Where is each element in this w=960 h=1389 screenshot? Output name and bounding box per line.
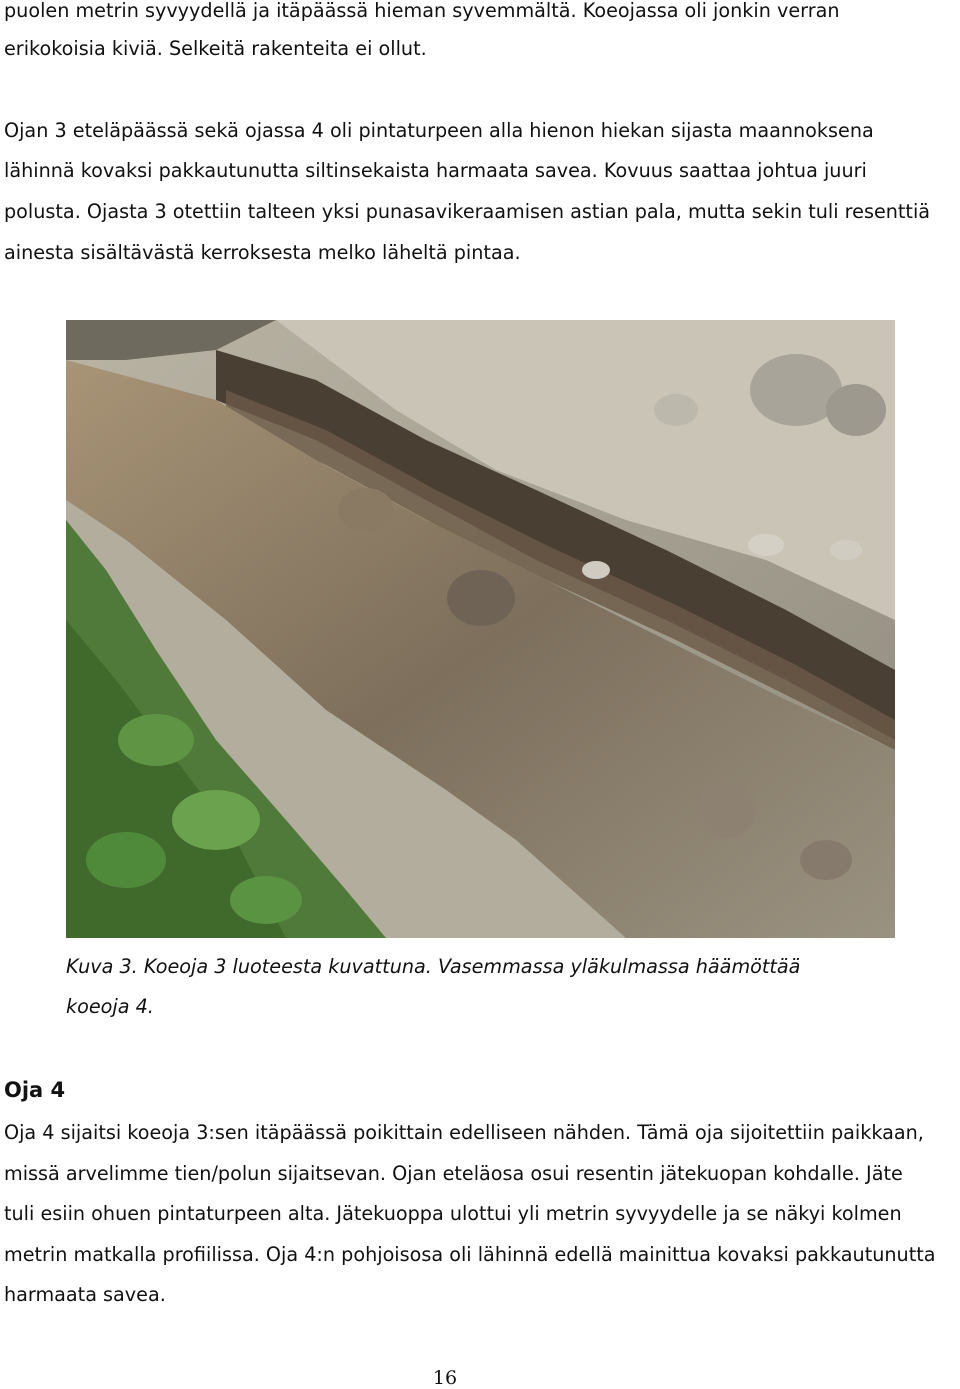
figure-caption-line: koeoja 4. xyxy=(66,995,154,1018)
body-text-line: harmaata savea. xyxy=(4,1283,166,1306)
body-text-line: puolen metrin syvyydellä ja itäpäässä hieman syvemmältä. Koeojassa oli jonkin verran xyxy=(4,0,840,22)
body-text-line: Ojan 3 eteläpäässä sekä ojassa 4 oli pintaturpeen alla hienon hiekan sijasta maannoksena xyxy=(4,119,874,142)
figure-caption-line: Kuva 3. Koeoja 3 luoteesta kuvattuna. Vasemmassa yläkulmassa häämöttää xyxy=(66,955,801,978)
body-text-line: lähinnä kovaksi pakkautunutta siltinsekaista harmaata savea. Kovuus saattaa johtua juuri xyxy=(4,159,867,182)
body-text-line: polusta. Ojasta 3 otettiin talteen yksi punasavikeraamisen astian pala, mutta sekin tuli resenttiä xyxy=(4,200,931,223)
body-text-line: missä arvelimme tien/polun sijaitsevan. Ojan eteläosa osui resentin jätekuopan kohdalle. Jäte xyxy=(4,1162,903,1185)
section-heading: Oja 4 xyxy=(4,1078,66,1102)
body-text-line: ainesta sisältävästä kerroksesta melko läheltä pintaa. xyxy=(4,241,521,264)
body-text-line: tuli esiin ohuen pintaturpeen alta. Jätekuoppa ulottui yli metrin syvyydelle ja se näkyi kolmen xyxy=(4,1202,902,1225)
body-text-line: erikokoisia kiviä. Selkeitä rakenteita ei ollut. xyxy=(4,37,427,60)
page-number: 16 xyxy=(432,1367,458,1389)
body-text-line: Oja 4 sijaitsi koeoja 3:sen itäpäässä poikittain edelliseen nähden. Tämä oja sijoitettiin paikkaan, xyxy=(4,1121,924,1144)
trench-photo xyxy=(66,320,895,938)
body-text-line: metrin matkalla profiilissa. Oja 4:n pohjoisosa oli lähinnä edellä mainittua kovaksi pakkautunutta xyxy=(4,1243,936,1266)
